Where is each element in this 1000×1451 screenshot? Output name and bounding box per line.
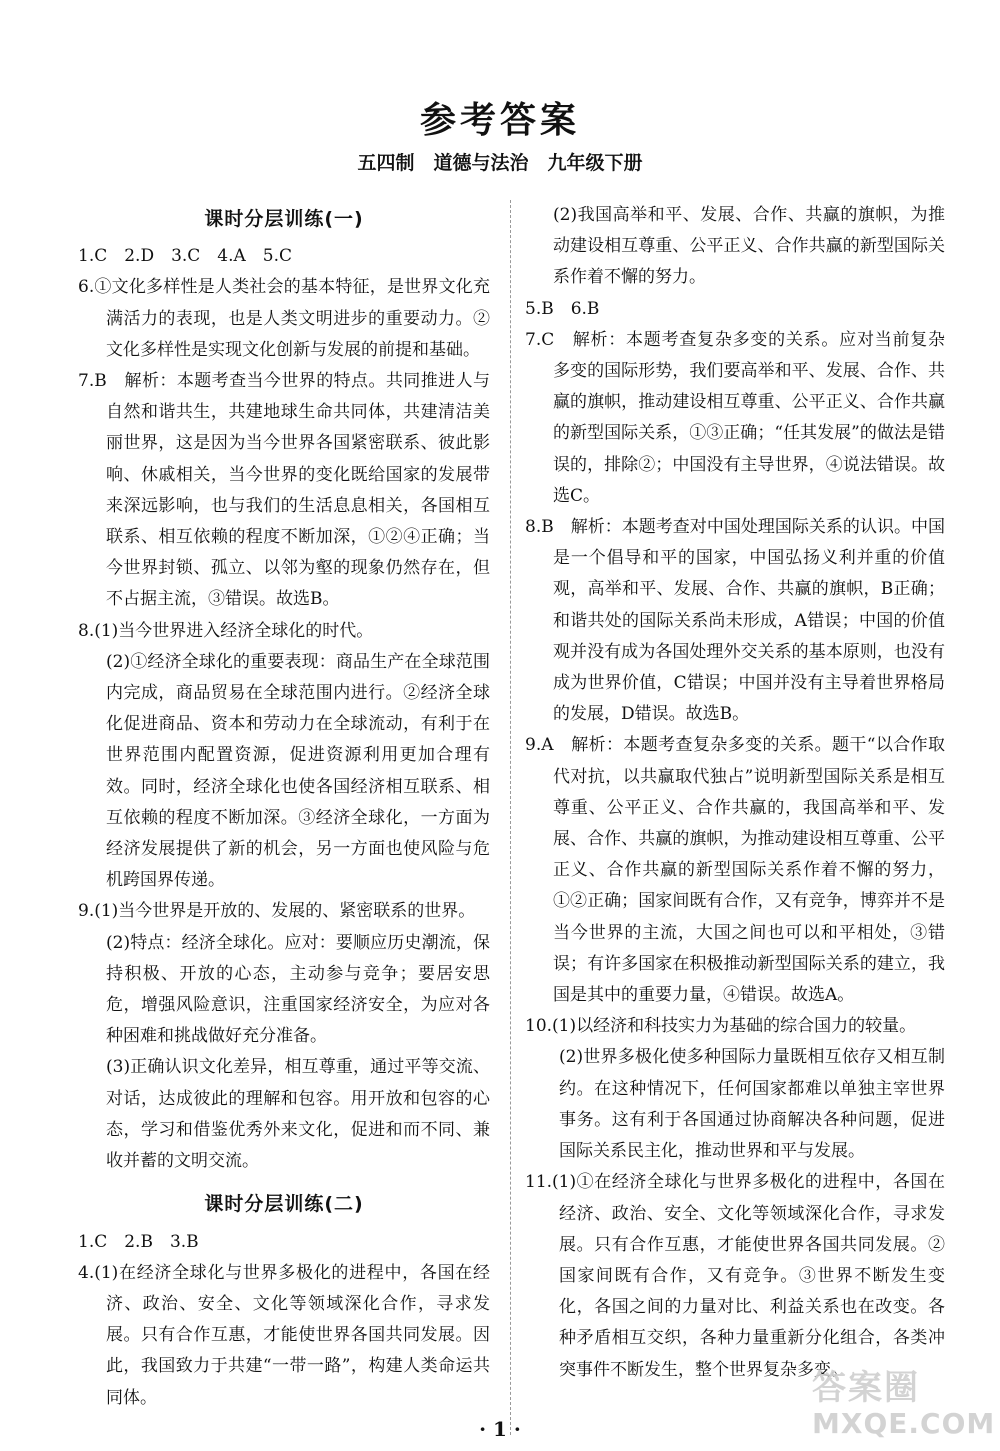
page-number: · 1 · — [479, 1417, 521, 1441]
answer-item: 4.(1)在经济全球化与世界多极化的进程中，各国在经济、政治、安全、文化等领域深化合作，寻求发展。只有合作互惠，才能使世界各国共同发展。因此，我国致力于共建“一带一路”，构建人类命运共同体。 — [78, 1262, 490, 1408]
section-heading-2: 课时分层训练(二) — [204, 1193, 364, 1216]
column-divider — [510, 200, 511, 1435]
answer-item: 7.C 解析：本题考查复杂多变的关系。应对当前复杂多变的国际形势，我们要高举和平、发展、合作、共赢的旗帜，推动建设相互尊重、公平正义、合作共赢的新型国际关系，①③正确；“任其发展”的做法是错误的，排除②；中国没有主导世界，④说法错误。故选C。 — [525, 329, 945, 506]
page-subtitle: 五四制 道德与法治 九年级下册 — [357, 152, 643, 174]
answer-item: 9.(1)当今世界是开放的、发展的、紧密联系的世界。 — [78, 901, 476, 922]
answer-subitem: (2)世界多极化使多种国际力量既相互依存又相互制约。在这种情况下，任何国家都难以单独主宰世界事务。这有利于各国通过协商解决各种问题，促进国际关系民主化，推动世界和平与发展。 — [559, 1047, 945, 1162]
answer-subitem: (3)正确认识文化差异，相互尊重，通过平等交流、对话，达成彼此的理解和包容。用开放和包容的心态，学习和借鉴优秀外来文化，促进和而不同、兼收并蓄的文明交流。 — [106, 1057, 490, 1172]
left-column — [78, 200, 490, 1414]
answer-item: 10.(1)以经济和科技实力为基础的综合国力的较量。 — [525, 1016, 917, 1037]
right-column — [525, 200, 945, 1386]
answer-item: 1.C 2.D 3.C 4.A 5.C — [78, 246, 293, 267]
answer-subitem: (2)①经济全球化的重要表现：商品生产在全球范围内完成，商品贸易在全球范围内进行。②经济全球化促进商品、资本和劳动力在全球流动，有利于在世界范围内配置资源，促进资源利用更加合理有效。同时，经济全球化也使各国经济相互联系、相互依赖的程度不断加深。③经济全球化，一方面为经济发展提供了新的机会，另一方面也使风险与危机跨国界传递。 — [106, 651, 490, 891]
section-heading-1: 课时分层训练(一) — [204, 208, 364, 230]
answer-item: 7.B 解析：本题考查当今世界的特点。共同推进人与自然和谐共生，共建地球生命共同体，共建清洁美丽世界，这是因为当今世界各国紧密联系、彼此影响、休戚相关，当今世界的变化既给国家的发展带来深远影响，也与我们的生活息息相关，各国相互联系、相互依赖的程度不断加深，①②④正确；当今世界封锁、孤立、以邻为壑的现象仍然存在，但不占据主流，③错误。故选B。 — [78, 371, 490, 610]
answer-item: 1.C 2.B 3.B — [78, 1231, 199, 1252]
watermark-logo: 答案圈 MXQE.COM — [812, 1368, 996, 1440]
answer-item: 5.B 6.B — [525, 298, 600, 319]
answer-item: 8.(1)当今世界进入经济全球化的时代。 — [78, 620, 374, 641]
answer-item: 9.A 解析：本题考查复杂多变的关系。题干“以合作取代对抗，以共赢取代独占”说明新型国际关系是相互尊重、公平正义、合作共赢的，我国高举和平、发展、合作、共赢的旗帜，为推动建设相互尊重、公平正义、合作共赢的新型国际关系作着不懈的努力，①②正确；国家间既有合作，又有竞争，博弈并不是当今世界的主流，大国之间也可以和平相处，③错误；有许多国家在积极推动新型国际关系的建立，我国是其中的重要力量，④错误。故选A。 — [525, 735, 945, 1006]
answer-item: 6.①文化多样性是人类社会的基本特征，是世界文化充满活力的表现，也是人类文明进步的重要动力。②文化多样性是实现文化创新与发展的前提和基础。 — [78, 277, 490, 360]
answer-item: 8.B 解析：本题考查对中国处理国际关系的认识。中国是一个倡导和平的国家，中国弘扬义利并重的价值观，高举和平、发展、合作、共赢的旗帜，B正确；和谐共处的国际关系尚未形成，A错误；中国的价值观并没有成为各国处理外交关系的基本原则，也没有成为世界价值，C错误；中国并没有主导着世界格局的发展，D错误。故选B。 — [525, 517, 945, 725]
answer-subitem: (2)特点：经济全球化。应对：要顺应历史潮流，保持积极、开放的心态，主动参与竞争；要居安思危，增强风险意识，注重国家经济安全，为应对各种困难和挑战做好充分准备。 — [106, 932, 490, 1047]
answer-subitem: (2)我国高举和平、发展、合作、共赢的旗帜，为推动建设相互尊重、公平正义、合作共赢的新型国际关系作着不懈的努力。 — [553, 205, 945, 288]
page-title: 参考答案 — [419, 100, 580, 141]
answer-item: 11.(1)①在经济全球化与世界多极化的进程中，各国在经济、政治、安全、文化等领域深化合作，寻求发展。只有合作互惠，才能使世界各国共同发展。②国家间既有合作，又有竞争。③世界不断发生变化，各国之间的力量对比、利益关系也在改变。各种矛盾相互交织，各种力量重新分化组合，各类冲突事件不断发生，整个世界复杂多变。 — [525, 1172, 945, 1380]
